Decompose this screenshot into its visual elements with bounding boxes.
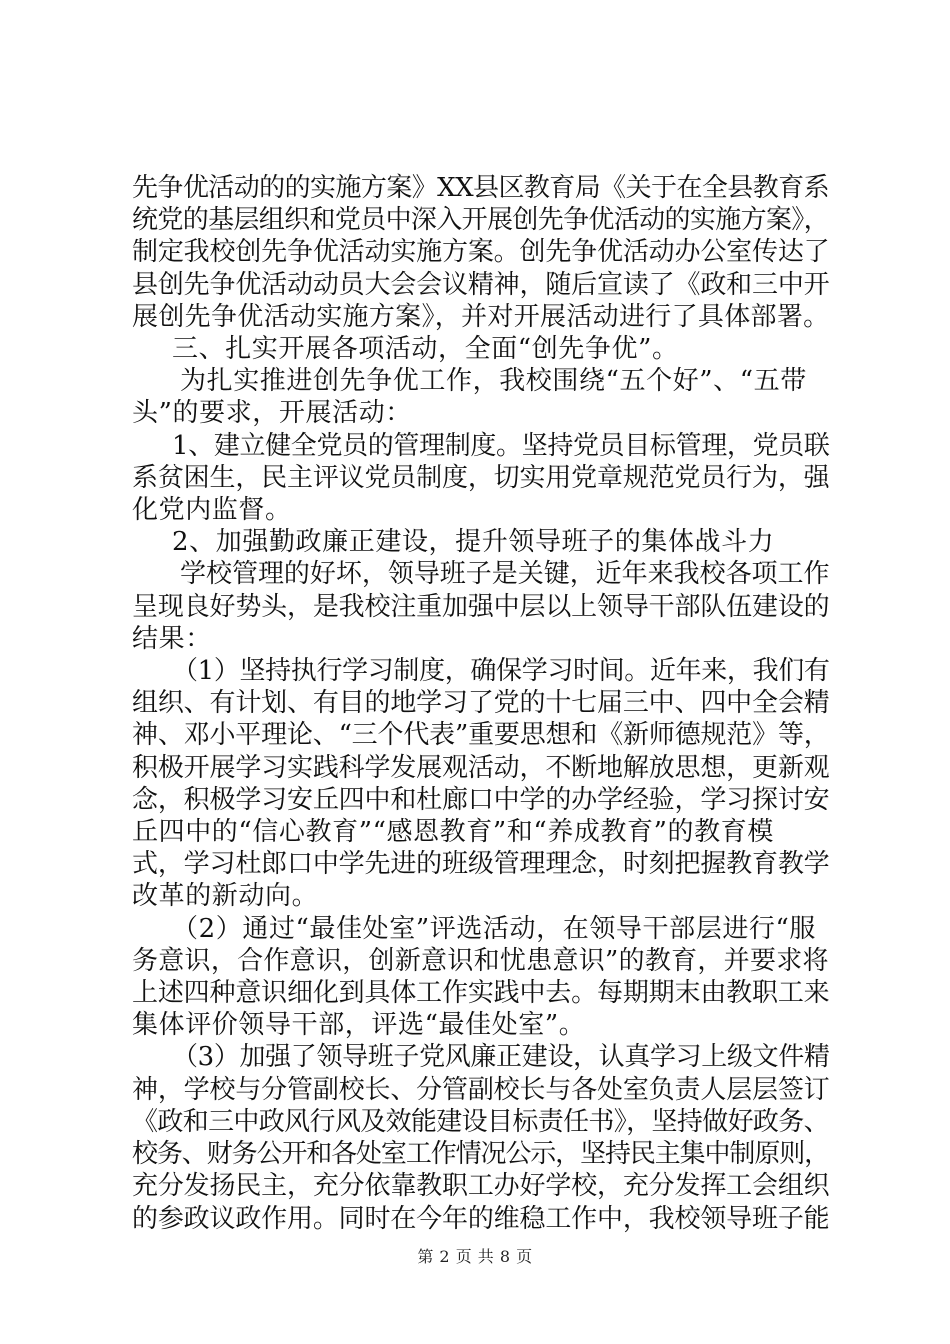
text-line: （3）加强了领导班子党风廉正建设，认真学习上级文件精 (172, 1042, 830, 1073)
body-text (132, 172, 832, 1235)
text-line: 先争优活动的的实施方案》XX县区教育局《关于在全县教育系 (132, 173, 830, 203)
text-line: 制定我校创先争优活动实施方案。创先争优活动办公室传达了 (132, 237, 830, 268)
text-line: 式，学习杜郎口中学先进的班级管理理念，时刻把握教育教学 (132, 849, 830, 880)
text-line: （2）通过“最佳处室”评选活动，在领导干部层进行“服 (172, 913, 817, 944)
text-line: 校务、财务公开和各处室工作情况公示，坚持民主集中制原则， (132, 1139, 830, 1170)
text-line: 学校管理的好坏，领导班子是关键，近年来我校各项工作 (180, 559, 830, 590)
text-line: 三、扎实开展各项活动，全面“创先争优”。 (172, 334, 679, 365)
text-line: 神，学校与分管副校长、分管副校长与各处室负责人层层签订 (132, 1074, 830, 1105)
text-line: 结果： (132, 623, 212, 654)
text-line: 改革的新动向。 (132, 881, 319, 912)
text-line: （1）坚持执行学习制度，确保学习时间。近年来，我们有 (172, 656, 830, 687)
text-line: 念，积极学习安丘四中和杜廊口中学的办学经验，学习探讨安 (132, 784, 830, 815)
text-line: 神、邓小平理论、“三个代表”重要思想和《新师德规范》等， (132, 720, 830, 751)
text-line: 呈现良好势头，是我校注重加强中层以上领导干部队伍建设的 (132, 591, 830, 622)
text-line: 为扎实推进创先争优工作，我校围绕“五个好”、“五带 (180, 366, 807, 397)
text-line: 县创先争优活动动员大会会议精神，随后宣读了《政和三中开 (132, 269, 830, 300)
text-line: 《政和三中政风行风及效能建设目标责任书》，坚持做好政务、 (132, 1106, 830, 1137)
page-footer: 第 2 页 共 8 页 (417, 1247, 533, 1266)
text-line: 积极开展学习实践科学发展观活动，不断地解放思想，更新观 (132, 752, 830, 783)
text-line: 展创先争优活动实施方案》，并对开展活动进行了具体部署。 (132, 301, 830, 332)
text-line: 1、建立健全党员的管理制度。坚持党员目标管理，党员联 (172, 430, 830, 461)
text-line: 务意识，合作意识，创新意识和忧患意识”的教育，并要求将 (132, 945, 829, 976)
text-line: 充分发扬民主，充分依靠教职工办好学校，充分发挥工会组织 (132, 1171, 830, 1202)
text-line: 头”的要求，开展活动： (132, 398, 412, 429)
text-line: 系贫困生，民主评议党员制度，切实用党章规范党员行为，强 (132, 462, 830, 493)
text-line: 的参政议政作用。同时在今年的维稳工作中，我校领导班子能 (132, 1203, 830, 1234)
text-line: 集体评价领导干部，评选“最佳处室”。 (132, 1010, 586, 1041)
text-line: 组织、有计划、有目的地学习了党的十七届三中、四中全会精 (132, 688, 830, 719)
text-line: 丘四中的“信心教育”“感恩教育”和“养成教育”的教育模 (132, 817, 774, 848)
text-line: 上述四种意识细化到具体工作实践中去。每期期末由教职工来 (132, 978, 830, 1009)
text-line: 2、加强勤政廉正建设，提升领导班子的集体战斗力 (172, 527, 775, 558)
text-line: 化党内监督。 (132, 495, 292, 526)
text-line: 统党的基层组织和党员中深入开展创先争优活动的实施方案》， (132, 205, 830, 236)
